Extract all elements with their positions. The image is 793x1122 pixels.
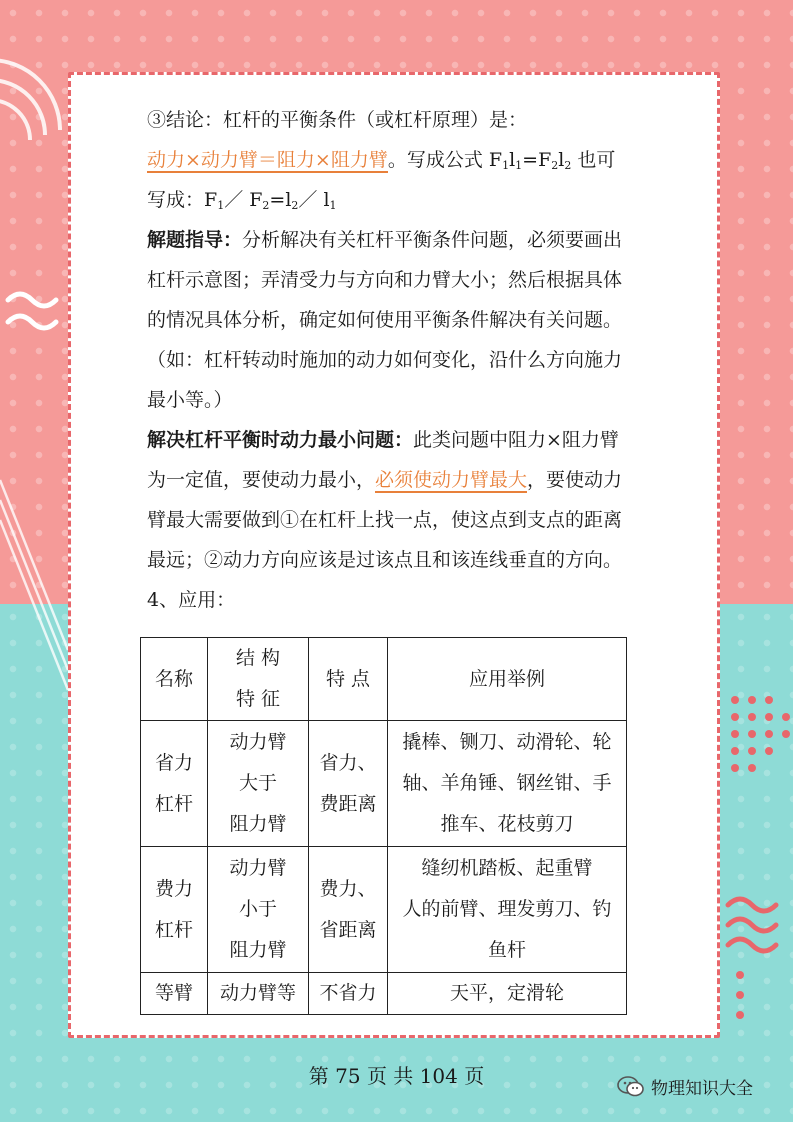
cell-text: 天平，定滑轮 [449, 982, 564, 1004]
subscript: 2 [291, 199, 299, 212]
cell-text: 费力、 省距离 [319, 877, 377, 941]
cell-text: 省力 杠杆 [154, 751, 193, 815]
guide-text: （如：杠杆转动时施加的动力如何变化，沿什么方向施力 [147, 349, 623, 371]
guide-text: 分析解决有关杠杆平衡条件问题，必须要画出 [242, 229, 623, 251]
account-name: 物理知识大全 [651, 1079, 753, 1099]
table-cell [141, 847, 208, 973]
formula-text: ／ l [298, 189, 330, 211]
conclusion-line [147, 100, 687, 140]
subscript: 1 [515, 159, 523, 172]
guide-line-2 [147, 260, 687, 300]
formula-text: 。写成公式 F [387, 149, 503, 171]
guide-text: 的情况具体分析，确定如何使用平衡条件解决有关问题。 [147, 309, 623, 331]
formula-text: =F [522, 149, 552, 171]
guide-text: 杠杆示意图；弄清受力与方向和力臂大小；然后根据具体 [147, 269, 623, 291]
application-heading [147, 580, 687, 620]
min-force-text: 此类问题中阻力×阻力臂 [413, 429, 619, 451]
cell-text: 动力臂 小于 阻力臂 [229, 857, 287, 961]
conclusion-text: ③结论：杠杆的平衡条件（或杠杆原理）是： [147, 109, 528, 131]
guide-line-4 [147, 340, 687, 380]
table-cell [388, 721, 627, 847]
table-header-row [141, 638, 627, 721]
subscript: 2 [564, 159, 572, 172]
diagonal-lines-decoration [0, 480, 68, 690]
header-cell [388, 638, 627, 721]
formula-text: 写成：F [147, 189, 218, 211]
guide-title: 解题指导： [147, 229, 243, 251]
min-force-text: 最远；②动力方向应该是过该点且和该连线垂直的方向。 [147, 549, 623, 571]
table-cell [141, 721, 208, 847]
cell-text: 动力臂 大于 阻力臂 [229, 731, 287, 835]
min-force-line-2 [147, 460, 687, 500]
table-cell [309, 973, 388, 1015]
formula-text: l [509, 149, 516, 171]
header-text: 结 构 特 征 [235, 647, 281, 710]
subscript: 1 [217, 199, 225, 212]
white-arcs-decoration [0, 60, 60, 140]
highlight-max-arm: 必须使动力臂最大 [375, 469, 528, 491]
table-cell [388, 847, 627, 973]
min-force-line-4 [147, 540, 687, 580]
page-number: 第 75 页 共 104 页 [308, 1064, 485, 1088]
table-cell [141, 973, 208, 1015]
cell-text: 不省力 [319, 982, 377, 1004]
formula-text: 也可 [571, 149, 616, 171]
min-force-line-3 [147, 500, 687, 540]
table-cell [208, 721, 309, 847]
cell-text: 费力 杠杆 [154, 877, 193, 941]
min-force-text: ，要使动力 [527, 469, 623, 491]
table-row [141, 973, 627, 1015]
table-cell [208, 973, 309, 1015]
wave-decoration-left [8, 294, 56, 328]
header-text: 名称 [154, 667, 193, 690]
guide-line-1 [147, 220, 687, 260]
wave-decoration-right [728, 899, 776, 951]
cell-text: 动力臂等 [219, 982, 296, 1004]
formula-line [147, 140, 687, 180]
header-cell [309, 638, 388, 721]
min-force-line-1 [147, 420, 687, 460]
formula-text: ／ F [224, 189, 263, 211]
subscript: 2 [262, 199, 270, 212]
subscript: 2 [551, 159, 559, 172]
header-text: 特 点 [325, 667, 371, 690]
table-cell [309, 847, 388, 973]
document-body [147, 100, 687, 620]
table-row [141, 847, 627, 973]
cell-text: 缝纫机踏板、起重臂 人的前臂、理发剪刀、钓 鱼杆 [402, 857, 612, 961]
dot-cluster-right [731, 696, 790, 772]
min-force-title: 解决杠杆平衡时动力最小问题： [147, 429, 414, 451]
written-formula-line [147, 180, 687, 220]
guide-line-3 [147, 300, 687, 340]
cell-text: 省力、 费距离 [319, 751, 377, 815]
cell-text: 撬棒、铡刀、动滑轮、轮 轴、羊角锤、钢丝钳、手 推车、花枝剪刀 [402, 731, 612, 835]
guide-line-5 [147, 380, 687, 420]
subscript: 1 [329, 199, 337, 212]
dot-column-right [736, 971, 744, 1019]
min-force-text: 为一定值，要使动力最小， [147, 469, 376, 491]
table-cell [309, 721, 388, 847]
guide-text: 最小等。） [147, 389, 233, 411]
section-heading: 4、应用： [147, 589, 236, 611]
formula-text: =l [269, 189, 292, 211]
header-text: 应用举例 [468, 667, 545, 690]
highlight-balance-condition: 动力×动力臂＝阻力×阻力臂 [147, 149, 388, 171]
watermark [617, 1074, 753, 1099]
formula-text: l [558, 149, 565, 171]
lever-application-table [140, 637, 627, 1015]
subscript: 1 [502, 159, 510, 172]
header-cell [208, 638, 309, 721]
header-cell [141, 638, 208, 721]
min-force-text: 臂最大需要做到①在杠杆上找一点，使这点到支点的距离 [147, 509, 623, 531]
table-cell [388, 973, 627, 1015]
wechat-icon [617, 1075, 645, 1099]
table-cell [208, 847, 309, 973]
table-row [141, 721, 627, 847]
cell-text: 等臂 [154, 982, 193, 1004]
